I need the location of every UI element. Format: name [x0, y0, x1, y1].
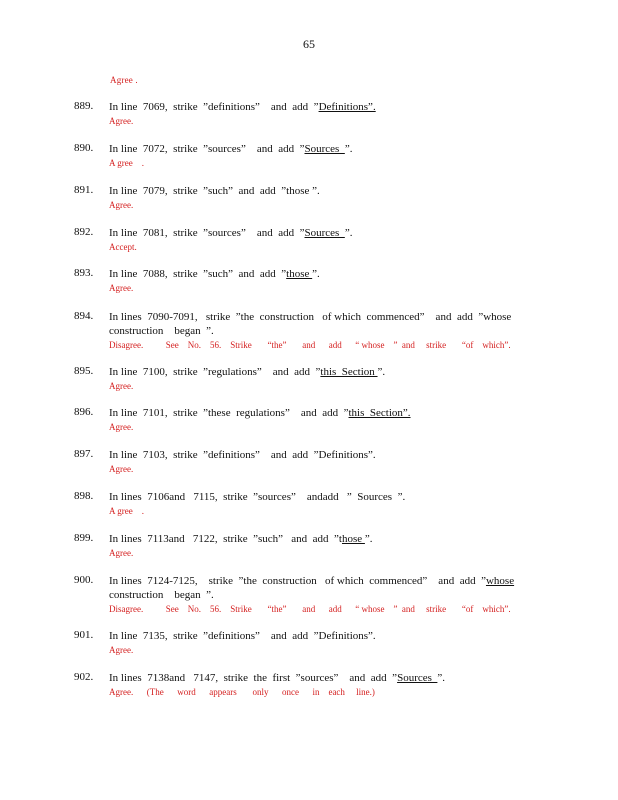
added-text: those	[286, 268, 313, 280]
entry-body	[109, 267, 529, 294]
instruction-text: In line 7103, strike ”definitions” and add ”Definitions”.	[109, 449, 376, 461]
instruction-text: In lines 7090-7091, strike ”the construction of which commenced” and add ”whose	[109, 311, 512, 323]
entry-body	[109, 365, 529, 392]
entry-number: 902.	[74, 671, 94, 683]
added-text: hose	[341, 533, 365, 545]
entry-response: Agree.	[109, 548, 134, 558]
added-text: this Section	[320, 366, 378, 378]
entry-instruction	[109, 575, 514, 587]
entry-response: Agree.	[109, 200, 134, 210]
entry-body	[109, 532, 529, 559]
page-number: 65	[303, 37, 315, 51]
entry-number: 899.	[74, 532, 94, 544]
entry-instruction	[109, 366, 385, 378]
entry-response: Accept.	[109, 242, 137, 252]
entry-response: Agree.	[109, 283, 134, 293]
entry-body	[109, 671, 529, 698]
instruction-text: In line 7079, strike ”such” and add ”those ”.	[109, 185, 320, 197]
entry-number: 894.	[74, 310, 94, 322]
entry-instruction	[109, 672, 445, 684]
instruction-text: In line 7069, strike ”definitions” and add ”	[109, 101, 319, 113]
entry-body	[109, 574, 529, 615]
entry-instruction	[109, 143, 352, 155]
entry-instruction	[109, 268, 320, 280]
instruction-tail: ”.	[437, 672, 446, 684]
instruction-text: In lines 7124-7125, strike ”the construction of which commenced” and add ”	[109, 575, 486, 587]
entry-instruction	[109, 185, 320, 197]
entry-instruction	[109, 449, 376, 461]
instruction-tail: ”.	[377, 366, 386, 378]
added-text: Sources	[397, 672, 438, 684]
entry-number: 900.	[74, 574, 94, 586]
entry-number: 897.	[74, 448, 94, 460]
added-text: Sources	[304, 227, 345, 239]
entry-number: 895.	[74, 365, 94, 377]
instruction-text: In line 7081, strike ”sources” and add ”	[109, 227, 305, 239]
entry-instruction	[109, 311, 511, 323]
entry-body	[109, 100, 529, 127]
added-text: whose	[485, 575, 515, 587]
entry-instruction	[109, 491, 405, 503]
entry-response: Disagree. See No. 56. Strike “the” and add “ whose ” and strike “of which”.	[109, 604, 511, 614]
added-text: this Section”.	[348, 407, 411, 419]
entry-instruction	[109, 630, 376, 642]
entry-response: A gree .	[109, 506, 144, 516]
entry-body	[109, 406, 529, 433]
entry-body	[109, 184, 529, 211]
lead-response: Agree .	[110, 75, 138, 85]
entry-number: 898.	[74, 490, 94, 502]
instruction-continuation: construction began ”.	[109, 325, 214, 337]
instruction-text: In line 7101, strike ”these regulations” and add ”	[109, 407, 349, 419]
entry-response: Disagree. See No. 56. Strike “the” and add “ whose ” and strike “of which”.	[109, 340, 511, 350]
entry-response: Agree.	[109, 422, 134, 432]
entry-response: Agree. (The word appears only once in each line.)	[109, 687, 375, 697]
entry-number: 890.	[74, 142, 94, 154]
entry-number: 901.	[74, 629, 94, 641]
instruction-text: In line 7072, strike ”sources” and add ”	[109, 143, 305, 155]
instruction-continuation: construction began ”.	[109, 589, 214, 601]
entry-body	[109, 226, 529, 253]
entry-body	[109, 142, 529, 169]
added-text: Sources	[304, 143, 345, 155]
entry-instruction	[109, 101, 376, 113]
instruction-text: In line 7135, strike ”definitions” and add ”Definitions”.	[109, 630, 376, 642]
instruction-text: In lines 7113and 7122, strike ”such” and add ”t	[109, 533, 342, 545]
instruction-tail: ”.	[312, 268, 320, 280]
entry-response: Agree.	[109, 381, 134, 391]
entry-response: Agree.	[109, 464, 134, 474]
entry-number: 889.	[74, 100, 94, 112]
entry-response: Agree.	[109, 116, 134, 126]
added-text: Definitions”.	[318, 101, 376, 113]
instruction-text: In line 7088, strike ”such” and add ”	[109, 268, 287, 280]
entry-body	[109, 629, 529, 656]
entry-body	[109, 310, 529, 351]
entry-instruction	[109, 407, 411, 419]
entry-body	[109, 448, 529, 475]
entry-number: 893.	[74, 267, 94, 279]
instruction-text: In lines 7106and 7115, strike ”sources” andadd ” Sources ”.	[109, 491, 406, 503]
entry-number: 892.	[74, 226, 94, 238]
entry-response: A gree .	[109, 158, 144, 168]
instruction-tail: ”.	[364, 533, 373, 545]
entry-body	[109, 490, 529, 517]
entry-response: Agree.	[109, 645, 134, 655]
instruction-text: In lines 7138and 7147, strike the first ”sources” and add ”	[109, 672, 398, 684]
instruction-tail: ”.	[344, 143, 353, 155]
entry-number: 891.	[74, 184, 94, 196]
entry-instruction	[109, 533, 373, 545]
instruction-tail: ”.	[344, 227, 353, 239]
instruction-text: In line 7100, strike ”regulations” and add ”	[109, 366, 321, 378]
entry-instruction	[109, 227, 352, 239]
entry-number: 896.	[74, 406, 94, 418]
